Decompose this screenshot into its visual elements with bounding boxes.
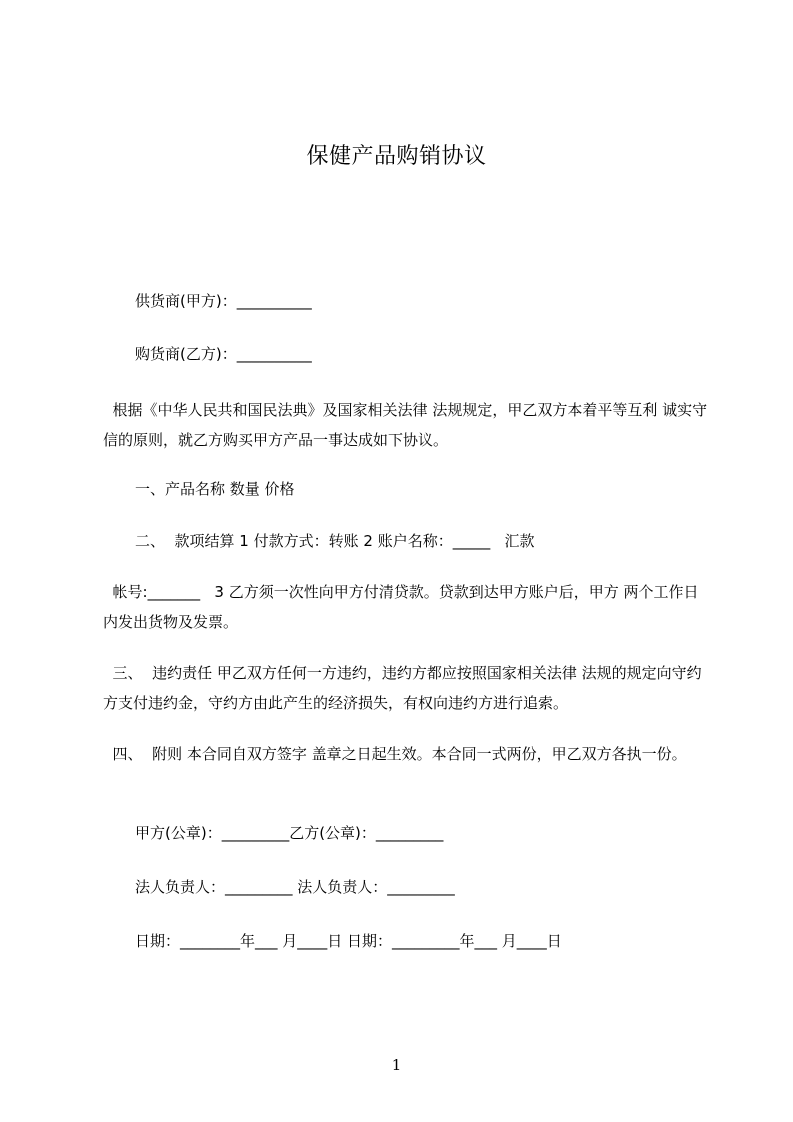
page-number: 1 (391, 1056, 402, 1074)
section-3-paragraph: 三、 违约责任 甲乙双方任何一方违约，违约方都应按照国家相关法律 法规的规定向守约方支付违约金，守约方由此产生的经济损失，有权向违约方进行追索。 (103, 664, 702, 712)
document-title: 保健产品购销协议 (306, 144, 487, 169)
section-4-paragraph: 四、 附则 本合同自双方签字 盖章之日起生效。本合同一式两份，甲乙双方各执一份。 (103, 745, 687, 763)
section-1-heading: 一、产品名称 数量 价格 (135, 480, 295, 498)
section-2-paragraph: 帐号:_______ 3 乙方须一次性向甲方付清贷款。贷款到达甲方账户后，甲方 两个工作日内发出货物及发票。 (103, 583, 699, 631)
section-2-line: 二、 款项结算 1 付款方式：转账 2 账户名称：_____ 汇款 (135, 532, 535, 550)
buyer-line: 购货商(乙方)：__________ (135, 345, 312, 363)
date-line: 日期：________年___ 月____日 日期：_________年___ 月____日 (135, 932, 562, 950)
intro-paragraph: 根据《中华人民共和国民法典》及国家相关法律 法规规定，甲乙双方本着平等互利 诚实守信的原则，就乙方购买甲方产品一事达成如下协议。 (103, 401, 708, 449)
legal-representative-line: 法人负责人：_________ 法人负责人：_________ (135, 878, 455, 896)
seal-line: 甲方(公章)：_________乙方(公章)：_________ (135, 824, 444, 842)
supplier-line: 供货商(甲方)：__________ (135, 292, 312, 310)
